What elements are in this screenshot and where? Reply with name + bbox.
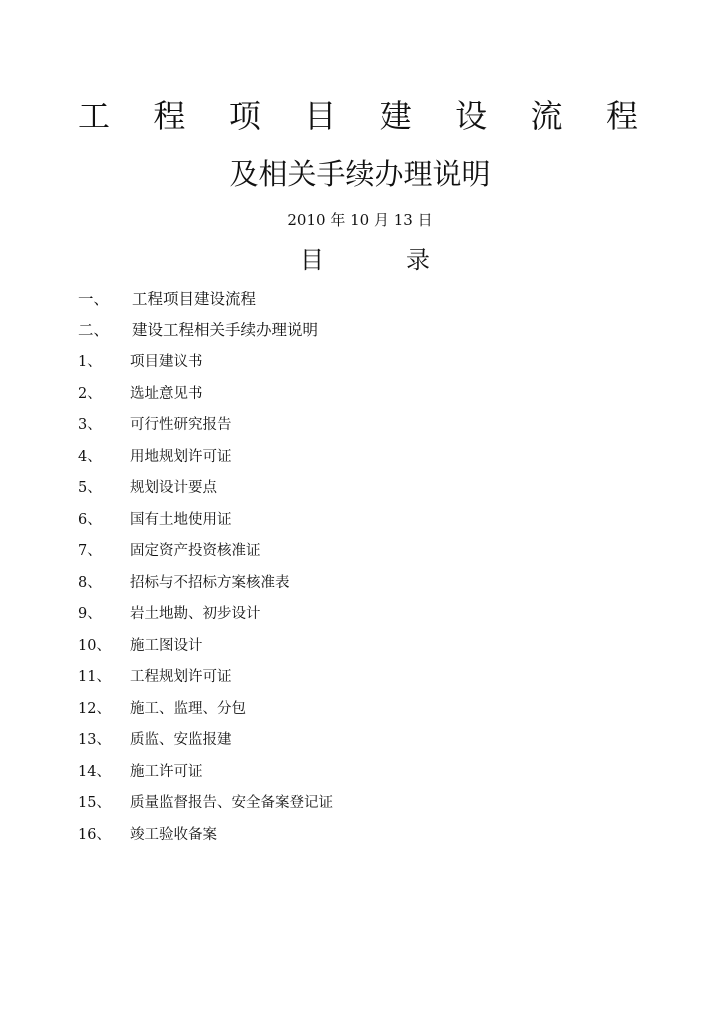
toc-item-number: 2、	[78, 385, 102, 402]
toc-item	[78, 282, 678, 314]
title-char: 工	[78, 97, 111, 135]
toc-item-number: 9、	[78, 606, 102, 623]
toc-item	[78, 503, 678, 535]
toc-item-text: 竣工验收备案	[130, 826, 217, 843]
toc-item-text: 施工、监理、分包	[130, 700, 246, 717]
toc-item-text: 质量监督报告、安全备案登记证	[130, 795, 333, 812]
toc-heading-char: 录	[406, 246, 430, 274]
title-char: 建	[379, 97, 412, 135]
toc-item-number: 8、	[78, 574, 102, 591]
toc-item	[78, 314, 678, 346]
toc-item-text: 工程项目建设流程	[132, 289, 257, 308]
table-of-contents	[78, 282, 678, 849]
title-char: 设	[455, 97, 488, 135]
toc-item-number: 二、	[78, 321, 110, 340]
toc-item	[78, 660, 678, 692]
toc-item-text: 项目建议书	[130, 354, 203, 371]
toc-item	[78, 692, 678, 724]
title-char: 项	[228, 97, 261, 135]
toc-item	[78, 755, 678, 787]
toc-item-number: 一、	[78, 289, 110, 308]
toc-item-text: 可行性研究报告	[130, 417, 232, 434]
toc-item	[78, 377, 678, 409]
toc-item-text: 固定资产投资核准证	[130, 543, 261, 560]
toc-item-number: 6、	[78, 511, 102, 528]
toc-item	[78, 723, 678, 755]
toc-item-text: 选址意见书	[130, 385, 203, 402]
toc-item-number: 5、	[78, 480, 102, 497]
toc-item	[78, 471, 678, 503]
toc-item-text: 国有土地使用证	[130, 511, 232, 528]
toc-item-number: 12、	[78, 700, 111, 717]
toc-heading-char: 目	[300, 246, 324, 274]
title-char: 目	[304, 97, 337, 135]
toc-item	[78, 566, 678, 598]
toc-item-number: 4、	[78, 448, 102, 465]
toc-item	[78, 818, 678, 850]
document-date: 2010 年 10 月 13 日	[287, 211, 433, 229]
toc-item-number: 15、	[78, 795, 111, 812]
toc-item-text: 质监、安监报建	[130, 732, 232, 749]
toc-item-text: 施工图设计	[130, 637, 203, 654]
title-char: 程	[153, 97, 186, 135]
toc-item-number: 3、	[78, 417, 102, 434]
toc-item	[78, 534, 678, 566]
toc-item-text: 岩土地勘、初步设计	[130, 606, 261, 623]
toc-item-text: 建设工程相关手续办理说明	[132, 321, 319, 340]
title-char: 流	[530, 97, 563, 135]
toc-item	[78, 345, 678, 377]
toc-item-text: 招标与不招标方案核准表	[130, 574, 290, 591]
title-char: 程	[605, 97, 638, 135]
toc-item	[78, 440, 678, 472]
toc-item-number: 11、	[78, 669, 111, 686]
toc-item-text: 施工许可证	[130, 763, 203, 780]
toc-item-text: 用地规划许可证	[130, 448, 232, 465]
toc-item-number: 13、	[78, 732, 111, 749]
toc-item	[78, 408, 678, 440]
toc-item-text: 工程规划许可证	[130, 669, 232, 686]
toc-item-number: 10、	[78, 637, 111, 654]
toc-item	[78, 786, 678, 818]
document-title-line2: 及相关手续办理说明	[229, 157, 491, 191]
toc-item-number: 14、	[78, 763, 111, 780]
toc-item-number: 16、	[78, 826, 111, 843]
document-title-line1	[78, 92, 638, 140]
toc-item-number: 7、	[78, 543, 102, 560]
toc-item-number: 1、	[78, 354, 102, 371]
toc-item-text: 规划设计要点	[130, 480, 217, 497]
toc-item	[78, 629, 678, 661]
toc-item	[78, 597, 678, 629]
toc-heading	[300, 242, 430, 278]
